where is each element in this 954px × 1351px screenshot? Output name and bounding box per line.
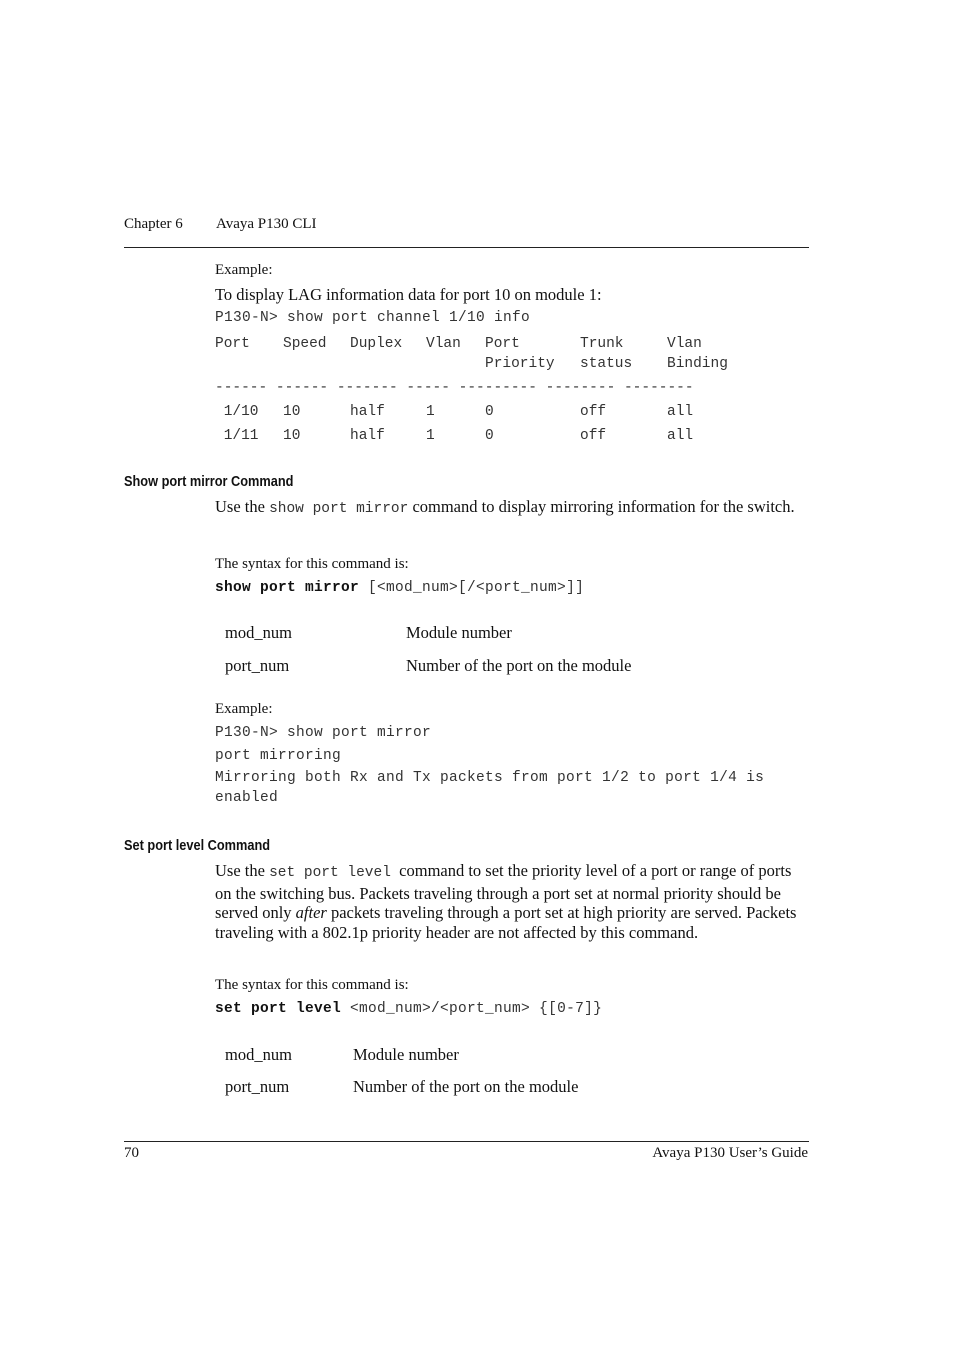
- table-cell: half: [350, 428, 385, 444]
- section-heading-show-port-mirror: Show port mirror Command: [124, 474, 294, 490]
- table-header-port: Port: [215, 336, 250, 352]
- syntax-command: set port level <mod_num>/<port_num> {[0-7]}: [215, 1001, 603, 1017]
- example-label: Example:: [215, 262, 273, 278]
- table-cell: 10: [283, 404, 301, 420]
- table-separator: ------ ------ ------- ----- --------- -------- --------: [215, 380, 694, 396]
- param-description: Number of the port on the module: [353, 1077, 579, 1096]
- example-label: Example:: [215, 701, 273, 717]
- syntax-command: show port mirror [<mod_num>[/<port_num>]]: [215, 580, 585, 596]
- table-cell: 10: [283, 428, 301, 444]
- guide-title: Avaya P130 User’s Guide: [652, 1145, 808, 1161]
- param-name: mod_num: [225, 623, 292, 642]
- table-cell: all: [667, 404, 694, 420]
- param-description: Module number: [353, 1045, 459, 1064]
- table-header-vlan-binding: Vlan Binding: [667, 336, 728, 372]
- table-header-duplex: Duplex: [350, 336, 403, 352]
- param-description: Module number: [406, 623, 512, 642]
- example-command: P130-N> show port channel 1/10 info: [215, 310, 531, 326]
- table-cell: 1/11: [215, 428, 259, 444]
- chapter-title: Avaya P130 CLI: [216, 216, 317, 232]
- example-line: Mirroring both Rx and Tx packets from port 1/2 to port 1/4 is: [215, 770, 765, 786]
- section-heading-set-port-level: Set port level Command: [124, 838, 271, 854]
- table-header-speed: Speed: [283, 336, 327, 352]
- table-cell: 1/10: [215, 404, 259, 420]
- level-intro-paragraph: Use the set port level command to set the priority level of a port or range of ports on the switching bus. Packets traveling through a port set at normal priority should be served only after packets traveling through a port set at high priority are served. Packets traveling with a 802.1p priority header are not affected by this command.: [215, 861, 797, 942]
- table-header-vlan: Vlan: [426, 336, 461, 352]
- example-line: port mirroring: [215, 748, 342, 764]
- table-cell: off: [580, 428, 607, 444]
- table-cell: 1: [426, 404, 435, 420]
- syntax-label: The syntax for this command is:: [215, 556, 409, 572]
- table-cell: 1: [426, 428, 435, 444]
- table-cell: 0: [485, 428, 494, 444]
- inline-code: set port level: [269, 865, 391, 881]
- inline-code: show port mirror: [269, 501, 409, 517]
- table-cell: all: [667, 428, 694, 444]
- page-number: 70: [124, 1145, 139, 1161]
- table-cell: off: [580, 404, 607, 420]
- example-line: enabled: [215, 790, 279, 806]
- table-header-port-priority: Port Priority: [485, 336, 555, 372]
- footer-rule: [124, 1141, 809, 1142]
- example-description: To display LAG information data for port 10 on module 1:: [215, 285, 602, 304]
- table-header-trunk-status: Trunk status: [580, 336, 633, 372]
- param-name: port_num: [225, 1077, 290, 1096]
- table-cell: half: [350, 404, 385, 420]
- param-name: mod_num: [225, 1045, 292, 1064]
- example-line: P130-N> show port mirror: [215, 725, 432, 741]
- table-cell: 0: [485, 404, 494, 420]
- syntax-label: The syntax for this command is:: [215, 977, 409, 993]
- header-rule: [124, 247, 809, 248]
- param-name: port_num: [225, 656, 290, 675]
- chapter-label: Chapter 6: [124, 216, 183, 232]
- mirror-intro-paragraph: Use the show port mirror command to display mirroring information for the switch.: [215, 497, 795, 517]
- param-description: Number of the port on the module: [406, 656, 632, 675]
